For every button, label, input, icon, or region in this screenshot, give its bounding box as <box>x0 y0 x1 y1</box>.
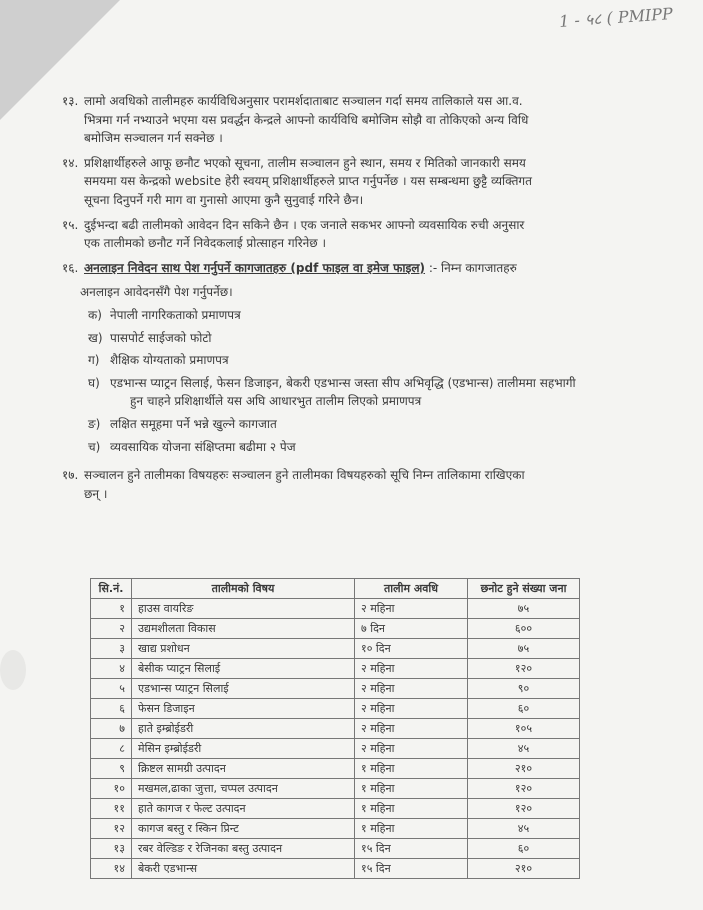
cell-count: ६० <box>468 699 580 719</box>
list-item <box>88 374 652 411</box>
table-row <box>91 819 580 839</box>
cell-count: ९० <box>468 679 580 699</box>
paragraph-line: प्रशिक्षार्थीहरुले आफू छनौट भएको सूचना, तालीम सञ्चालन हुने स्थान, समय र मितिको जानकारी समय <box>84 155 526 170</box>
cell-count: ७५ <box>468 639 580 659</box>
list-item-text: नेपाली नागरिकताको प्रमाणपत्र <box>110 307 241 322</box>
paragraph-line: बमोजिम सञ्चालन गर्न सक्नेछ । <box>84 131 223 146</box>
section-17-line: सञ्चालन हुने तालीमका विषयहरुः सञ्चालन हुने तालीमका विषयहरुको सूचि निम्न तालिकामा राखिएका <box>84 468 525 483</box>
cell-subject: क्रिष्टल सामग्री उत्पादन <box>132 759 355 779</box>
cell-duration: १५ दिन <box>355 859 468 879</box>
cell-subject: मेसिन इम्ब्रोईडरी <box>132 739 355 759</box>
cell-duration: ७ दिन <box>355 619 468 639</box>
col-header-count: छनोट हुने संख्या जना <box>468 579 580 599</box>
paragraph-line: एक तालीमको छनौट गर्ने निवेदकलाई प्रोत्साहन गरिनेछ । <box>84 236 327 251</box>
col-header-duration: तालीम अवधि <box>355 579 468 599</box>
section-16 <box>62 259 652 278</box>
list-item <box>88 415 652 434</box>
cell-subject: बेकरी एडभान्स <box>132 859 355 879</box>
cell-subject: एडभान्स प्याट्रन सिलाई <box>132 679 355 699</box>
list-item-label: ख) <box>88 330 103 345</box>
cell-sn: १० <box>91 779 132 799</box>
cell-duration: १ महिना <box>355 819 468 839</box>
cell-duration: २ महिना <box>355 679 468 699</box>
cell-count: ६०० <box>468 619 580 639</box>
list-item-label: च) <box>88 439 101 454</box>
table-row <box>91 759 580 779</box>
document-list <box>88 306 652 456</box>
section-17-line: छन् । <box>84 486 108 501</box>
paragraph-number: १५. <box>62 217 79 232</box>
table-row <box>91 799 580 819</box>
table-row <box>91 599 580 619</box>
cell-sn: ९ <box>91 759 132 779</box>
paragraph-number: १४. <box>62 155 79 170</box>
cell-subject: मखमल,ढाका जुत्ता, चप्पल उत्पादन <box>132 779 355 799</box>
table-row <box>91 739 580 759</box>
paper-stain <box>0 650 26 690</box>
cell-sn: ७ <box>91 719 132 739</box>
paragraph <box>62 154 652 210</box>
list-item-label: घ) <box>88 375 100 390</box>
section-16-intro: अनलाइन आवेदनसँगै पेश गर्नुपर्नेछ। <box>80 285 233 300</box>
cell-duration: २ महिना <box>355 719 468 739</box>
cell-subject: हाते इम्ब्रोईडरी <box>132 719 355 739</box>
cell-count: १०५ <box>468 719 580 739</box>
paragraph-line: सूचना दिनुपर्ने गरी माग वा गुनासो आएमा कुनै सुनुवाई गरिने छैन। <box>84 192 364 207</box>
cell-count: २१० <box>468 759 580 779</box>
cell-sn: ३ <box>91 639 132 659</box>
document-body <box>62 92 652 509</box>
cell-subject: बेसीक प्याट्रन सिलाई <box>132 659 355 679</box>
cell-count: १२० <box>468 659 580 679</box>
paragraph <box>62 92 652 148</box>
cell-duration: २ महिना <box>355 699 468 719</box>
cell-count: २१० <box>468 859 580 879</box>
table-row <box>91 699 580 719</box>
section-number: १७. <box>62 468 79 483</box>
table-row <box>91 639 580 659</box>
table-row <box>91 839 580 859</box>
list-item-text: लक्षित समूहमा पर्ने भन्ने खुल्ने कागजात <box>110 416 277 431</box>
list-item <box>88 329 652 348</box>
section-16-after-title: :- निम्न कागजातहरु <box>428 260 517 275</box>
cell-count: ४५ <box>468 739 580 759</box>
list-item-text: व्यवसायिक योजना संक्षिप्तमा बढीमा २ पेज <box>110 439 296 454</box>
cell-duration: २ महिना <box>355 659 468 679</box>
col-header-sn: सि.नं. <box>91 579 132 599</box>
paragraph-number: १३. <box>62 94 79 108</box>
section-16-title: अनलाइन निवेदन साथ पेश गर्नुपर्ने कागजातहरु (pdf फाइल वा इमेज फाइल) <box>84 260 426 275</box>
table-header-row <box>91 579 580 599</box>
list-item <box>88 351 652 370</box>
col-header-subject: तालीमको विषय <box>132 579 355 599</box>
cell-duration: १ महिना <box>355 799 468 819</box>
list-item <box>88 438 652 457</box>
table-row <box>91 679 580 699</box>
list-item-text: पासपोर्ट साईजको फोटो <box>110 330 212 345</box>
cell-sn: १२ <box>91 819 132 839</box>
cell-subject: कागज बस्तु र स्किन प्रिन्ट <box>132 819 355 839</box>
paragraph <box>62 216 652 253</box>
list-item-text: एडभान्स प्याट्रन सिलाई, फेसन डिजाइन, बेकरी एडभान्स जस्ता सीप अभिवृद्धि (एडभान्स) तालीममा सहभागी <box>110 375 576 390</box>
list-item-label: क) <box>88 307 102 322</box>
cell-sn: ५ <box>91 679 132 699</box>
cell-duration: १ महिना <box>355 759 468 779</box>
cell-sn: १ <box>91 599 132 619</box>
cell-sn: २ <box>91 619 132 639</box>
list-item-text: हुन चाहने प्रशिक्षार्थीले यस अघि आधारभुत तालीम लिएको प्रमाणपत्र <box>130 394 422 409</box>
table-row <box>91 659 580 679</box>
paragraph-line: लामो अवधिको तालीमहरु कार्यविधिअनुसार परामर्शदाताबाट सञ्चालन गर्दा समय तालिकाले यस आ.व. <box>84 94 523 108</box>
list-item-label: ङ) <box>88 416 101 431</box>
cell-sn: ११ <box>91 799 132 819</box>
cell-duration: १० दिन <box>355 639 468 659</box>
cell-subject: उद्यमशीलता विकास <box>132 619 355 639</box>
list-item <box>88 306 652 325</box>
cell-count: ४५ <box>468 819 580 839</box>
cell-sn: १३ <box>91 839 132 859</box>
cell-sn: ४ <box>91 659 132 679</box>
table-row <box>91 619 580 639</box>
cell-subject: खाद्य प्रशोधन <box>132 639 355 659</box>
paragraph-line: समयमा यस केन्द्रको website हेरी स्वयम् प्रशिक्षार्थीहरुले प्राप्त गर्नुपर्नेछ । यस सम्बन्धमा छुट्टै व्यक्तिगत <box>84 174 533 189</box>
cell-subject: हाते कागज र फेल्ट उत्पादन <box>132 799 355 819</box>
handwritten-note: 1 - ५८ ( PMIPP <box>558 4 674 31</box>
cell-count: १२० <box>468 799 580 819</box>
cell-duration: १५ दिन <box>355 839 468 859</box>
cell-subject: रबर वेल्डिङ र रेजिनका बस्तु उत्पादन <box>132 839 355 859</box>
list-item-label: ग) <box>88 353 100 368</box>
cell-count: ७५ <box>468 599 580 619</box>
cell-subject: फेसन डिजाइन <box>132 699 355 719</box>
training-table <box>90 578 580 879</box>
cell-duration: २ महिना <box>355 739 468 759</box>
paragraph-line: दुईभन्दा बढी तालीमको आवेदन दिन सकिने छैन । एक जनाले सकभर आफ्नो व्यवसायिक रुची अनुसार <box>84 217 525 232</box>
cell-subject: हाउस वायरिङ <box>132 599 355 619</box>
table-row <box>91 859 580 879</box>
table-row <box>91 779 580 799</box>
list-item-text: शैक्षिक योग्यताको प्रमाणपत्र <box>110 353 229 368</box>
cell-sn: ८ <box>91 739 132 759</box>
cell-duration: २ महिना <box>355 599 468 619</box>
cell-count: ६० <box>468 839 580 859</box>
cell-count: १२० <box>468 779 580 799</box>
cell-duration: १ महिना <box>355 779 468 799</box>
paragraph-line: भित्रमा गर्न नभ्याउने भएमा यस प्रवर्द्धन केन्द्रले आफ्नो कार्यविधि बमोजिम सोझै वा तोकिएको अन्य विधि <box>84 112 529 127</box>
section-17 <box>62 466 652 503</box>
cell-sn: ६ <box>91 699 132 719</box>
cell-sn: १४ <box>91 859 132 879</box>
table-row <box>91 719 580 739</box>
section-number: १६. <box>62 260 79 275</box>
